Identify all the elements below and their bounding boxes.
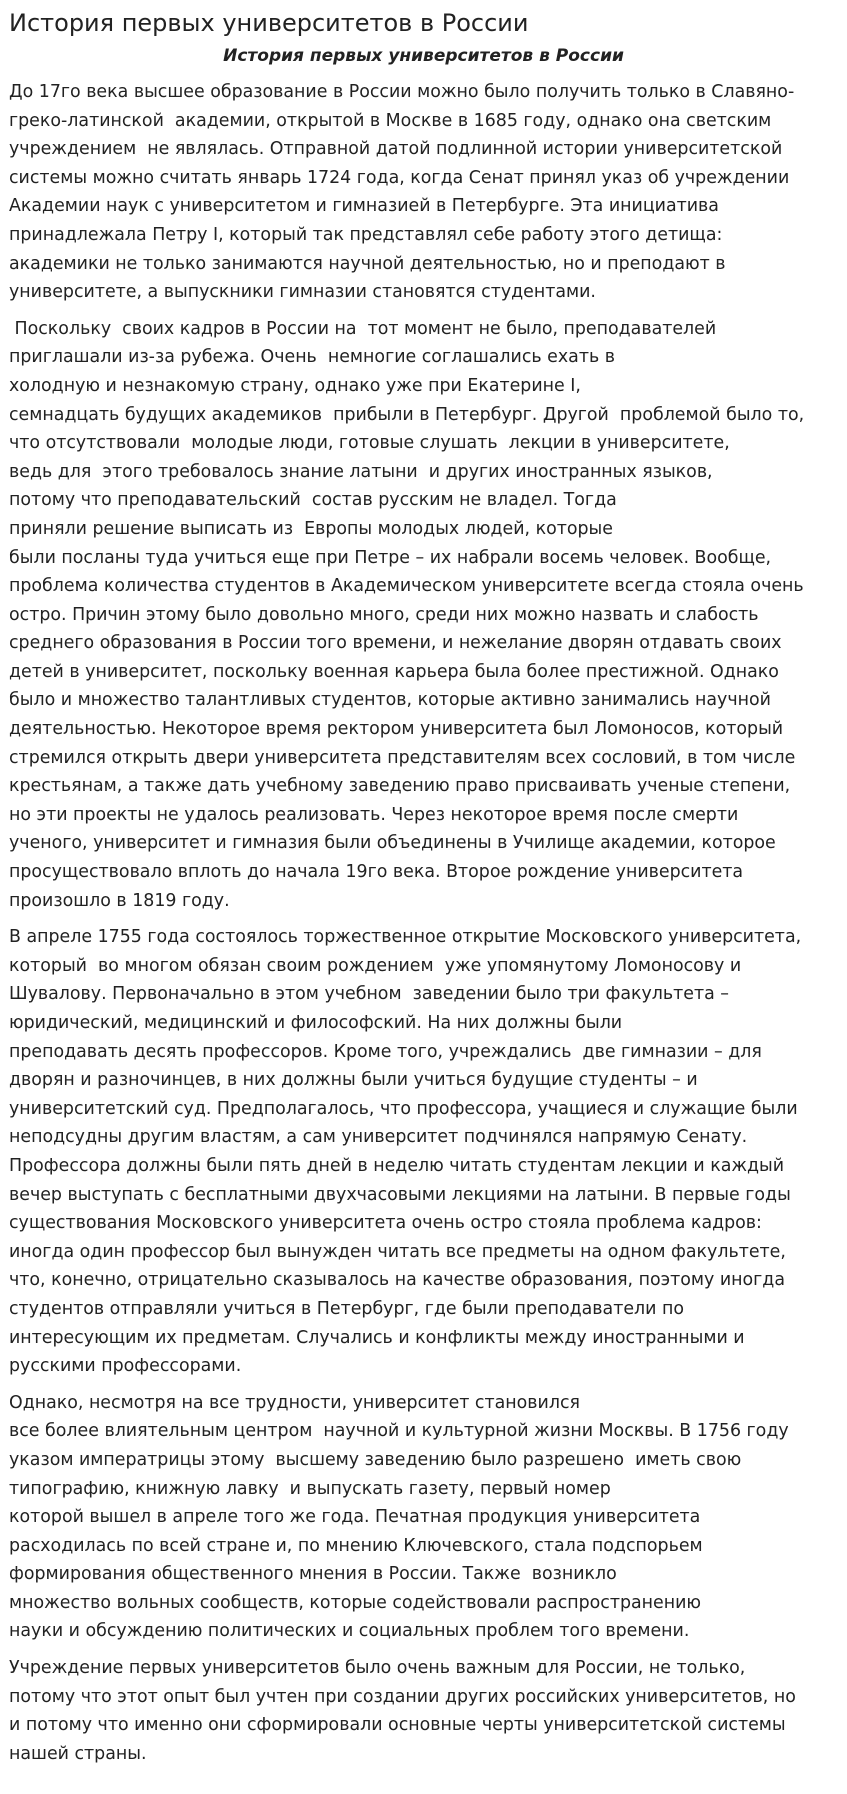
text-line: русскими профессорами. (9, 1356, 242, 1377)
text-line: учреждением не являлась. Отправной датой подлинной истории университетской (9, 139, 783, 160)
text-line: остро. Причин этому было довольно много, среди них можно назвать и слабость (9, 604, 759, 625)
text-line: приглашали из-за рубежа. Очень немногие соглашались ехать в (9, 347, 615, 368)
text-line: принадлежала Петру I, который так представлял себе работу этого детища: (9, 224, 723, 245)
text-line: формирования общественного мнения в России. Также возникло (9, 1564, 617, 1585)
text-line: науки и обсуждению политических и социальных проблем того времени. (9, 1621, 690, 1642)
text-line: Однако, несмотря на все трудности, университет становился (9, 1392, 580, 1413)
text-line: неподсудны другим властям, а сам университет подчинялся напрямую Сенату. (9, 1127, 748, 1148)
text-line: все более влиятельным центром научной и культурной жизни Москвы. В 1756 году (9, 1421, 789, 1442)
text-line: просуществовало вплоть до начала 19го века. Второе рождение университета (9, 862, 744, 883)
text-line: дворян и разночинцев, в них должны были учиться будущие студенты – и (9, 1070, 698, 1091)
paragraph (9, 1389, 838, 1646)
text-line: юридический, медицинский и философский. На них должны были (9, 1013, 623, 1033)
text-line: ученого, университет и гимназия были объединены в Училище академии, которое (9, 833, 776, 854)
text-line: проблема количества студентов в Академическом университете всегда стояла очень (9, 576, 804, 597)
text-line: Академии наук с университетом и гимназией в Петербурге. Эта инициатива (9, 196, 719, 217)
text-line: существования Московского университета очень остро стояла проблема кадров: (9, 1213, 762, 1234)
text-line: но эти проекты не удалось реализовать. Через некоторое время после смерти (9, 804, 739, 825)
text-line: типографию, книжную лавку и выпускать газету, первый номер (9, 1478, 611, 1499)
text-line: произошло в 1819 году. (9, 890, 230, 911)
text-line: были посланы туда учиться еще при Петре – их набрали восемь человек. Вообще, (9, 547, 772, 568)
paragraph (9, 1654, 838, 1768)
text-line: потому что этот опыт был учтен при создании других российских университетов, но (9, 1686, 796, 1707)
text-line: стремился открыть двери университета представителям всех сословий, в том числе (9, 747, 796, 768)
text-line: которой вышел в апреле того же года. Печатная продукция университета (9, 1507, 701, 1528)
text-line: университетский суд. Предполагалось, что профессора, учащиеся и служащие были (9, 1098, 798, 1119)
text-line: системы можно считать январь 1724 года, когда Сенат принял указ об учреждении (9, 167, 790, 188)
paragraph (9, 78, 838, 307)
text-line: университете, а выпускники гимназии становятся студентами. (9, 282, 596, 303)
text-line: интересующим их предметам. Случались и конфликты между иностранными и (9, 1327, 745, 1348)
text-line: преподавать десять профессоров. Кроме того, учреждались две гимназии – для (9, 1041, 762, 1062)
text-line: деятельностью. Некоторое время ректором университета был Ломоносов, который (9, 719, 784, 740)
text-line: потому что преподавательский состав русским не владел. Тогда (9, 490, 617, 511)
paragraph (9, 315, 838, 915)
text-line: что, конечно, отрицательно сказывалось на качестве образования, поэтому иногда (9, 1270, 785, 1291)
text-line: что отсутствовали молодые люди, готовые слушать лекции в университете, (9, 433, 730, 454)
text-line: академики не только занимаются научной деятельностью, но и преподают в (9, 253, 726, 274)
paragraph (9, 923, 838, 1381)
text-line: приняли решение выписать из Европы молодых людей, которые (9, 518, 613, 539)
text-line: множество вольных сообществ, которые содействовали распространению (9, 1592, 702, 1613)
article-body (9, 78, 838, 1768)
text-line: греко-латинской академии, открытой в Москве в 1685 году, однако она светским (9, 110, 772, 131)
text-line: ведь для этого требовалось знание латыни и других иностранных языков, (9, 461, 713, 482)
text-line: Учреждение первых университетов было очень важным для России, не только, (9, 1658, 746, 1679)
text-line: среднего образования в России того времени, и нежелание дворян отдавать своих (9, 633, 782, 654)
text-line: студентов отправляли учиться в Петербург, где были преподаватели по (9, 1298, 684, 1319)
text-line: который во многом обязан своим рождением уже упомянутому Ломоносову и (9, 955, 742, 976)
text-line: В апреле 1755 года состоялось торжественное открытие Московского университета, (9, 927, 802, 948)
article-heading: История первых университетов в России (223, 46, 624, 66)
text-line: Профессора должны были пять дней в неделю читать студентам лекции и каждый (9, 1155, 785, 1176)
text-line: детей в университет, поскольку военная карьера была более престижной. Однако (9, 661, 779, 682)
text-line: Шувалову. Первоначально в этом учебном заведении было три факультета – (9, 984, 729, 1005)
text-line: и потому что именно они сформировали основные черты университетской системы (9, 1715, 786, 1736)
text-line: До 17го века высшее образование в России можно было получить только в Славяно- (9, 82, 795, 102)
text-line: вечер выступать с бесплатными двухчасовыми лекциями на латыни. В первые годы (9, 1184, 791, 1205)
text-line: семнадцать будущих академиков прибыли в Петербург. Другой проблемой было то, (9, 404, 805, 425)
text-line: холодную и незнакомую страну, однако уже при Екатерине I, (9, 375, 581, 396)
text-line: расходилась по всей стране и, по мнению Ключевского, стала подспорьем (9, 1535, 703, 1556)
text-line: было и множество талантливых студентов, которые активно занимались научной (9, 690, 771, 711)
text-line: указом императрицы этому высшему заведению было разрешено иметь свою (9, 1449, 742, 1470)
text-line: Поскольку своих кадров в России на тот момент не было, преподавателей (9, 318, 717, 339)
text-line: нашей страны. (9, 1743, 147, 1764)
page-title: История первых университетов в России (9, 9, 529, 37)
text-line: крестьянам, а также дать учебному заведению право присваивать ученые степени, (9, 776, 791, 797)
text-line: иногда один профессор был вынужден читать все предметы на одном факультете, (9, 1241, 786, 1262)
